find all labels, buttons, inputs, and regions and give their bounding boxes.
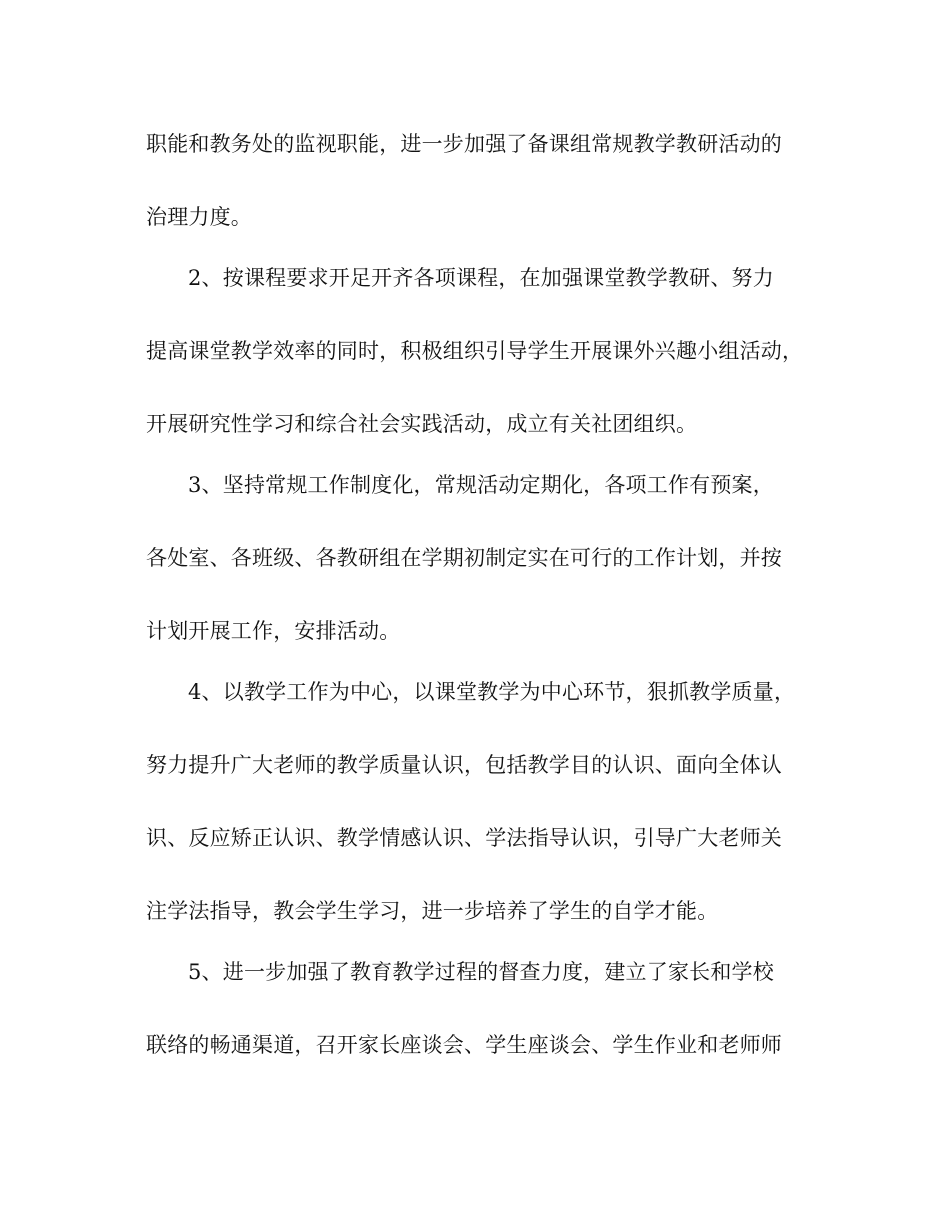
text-line: 治理力度。: [146, 205, 252, 229]
text-line: 职能和教务处的监视职能，进一步加强了备课组常规教学教研活动的: [146, 132, 782, 156]
paragraph-start-line: 3、坚持常规工作制度化，常规活动定期化，各项工作有预案，: [188, 473, 774, 497]
text-line: 计划开展工作，安排活动。: [146, 619, 401, 643]
text-line: 提高课堂教学效率的同时，积极组织引导学生开展课外兴趣小组活动，: [146, 339, 804, 363]
text-line: 开展研究性学习和综合社会实践活动，成立有关社团组织。: [146, 412, 698, 436]
text-line: 识、反应矫正认识、教学情感认识、学法指导认识，引导广大老师关: [146, 826, 782, 850]
text-line: 注学法指导，教会学生学习，进一步培养了学生的自学才能。: [146, 899, 719, 923]
text-line: 联络的畅通渠道，召开家长座谈会、学生座谈会、学生作业和老师师: [146, 1033, 782, 1057]
paragraph-start-line: 4、以教学工作为中心，以课堂教学为中心环节，狠抓教学质量，: [188, 680, 796, 704]
paragraph-start-line: 2、按课程要求开足开齐各项课程，在加强课堂教学教研、努力: [188, 266, 774, 290]
text-line: 各处室、各班级、各教研组在学期初制定实在可行的工作计划，并按: [146, 546, 782, 570]
paragraph-start-line: 5、进一步加强了教育教学过程的督查力度，建立了家长和学校: [188, 960, 774, 984]
text-line: 努力提升广大老师的教学质量认识，包括教学目的认识、面向全体认: [146, 753, 782, 777]
